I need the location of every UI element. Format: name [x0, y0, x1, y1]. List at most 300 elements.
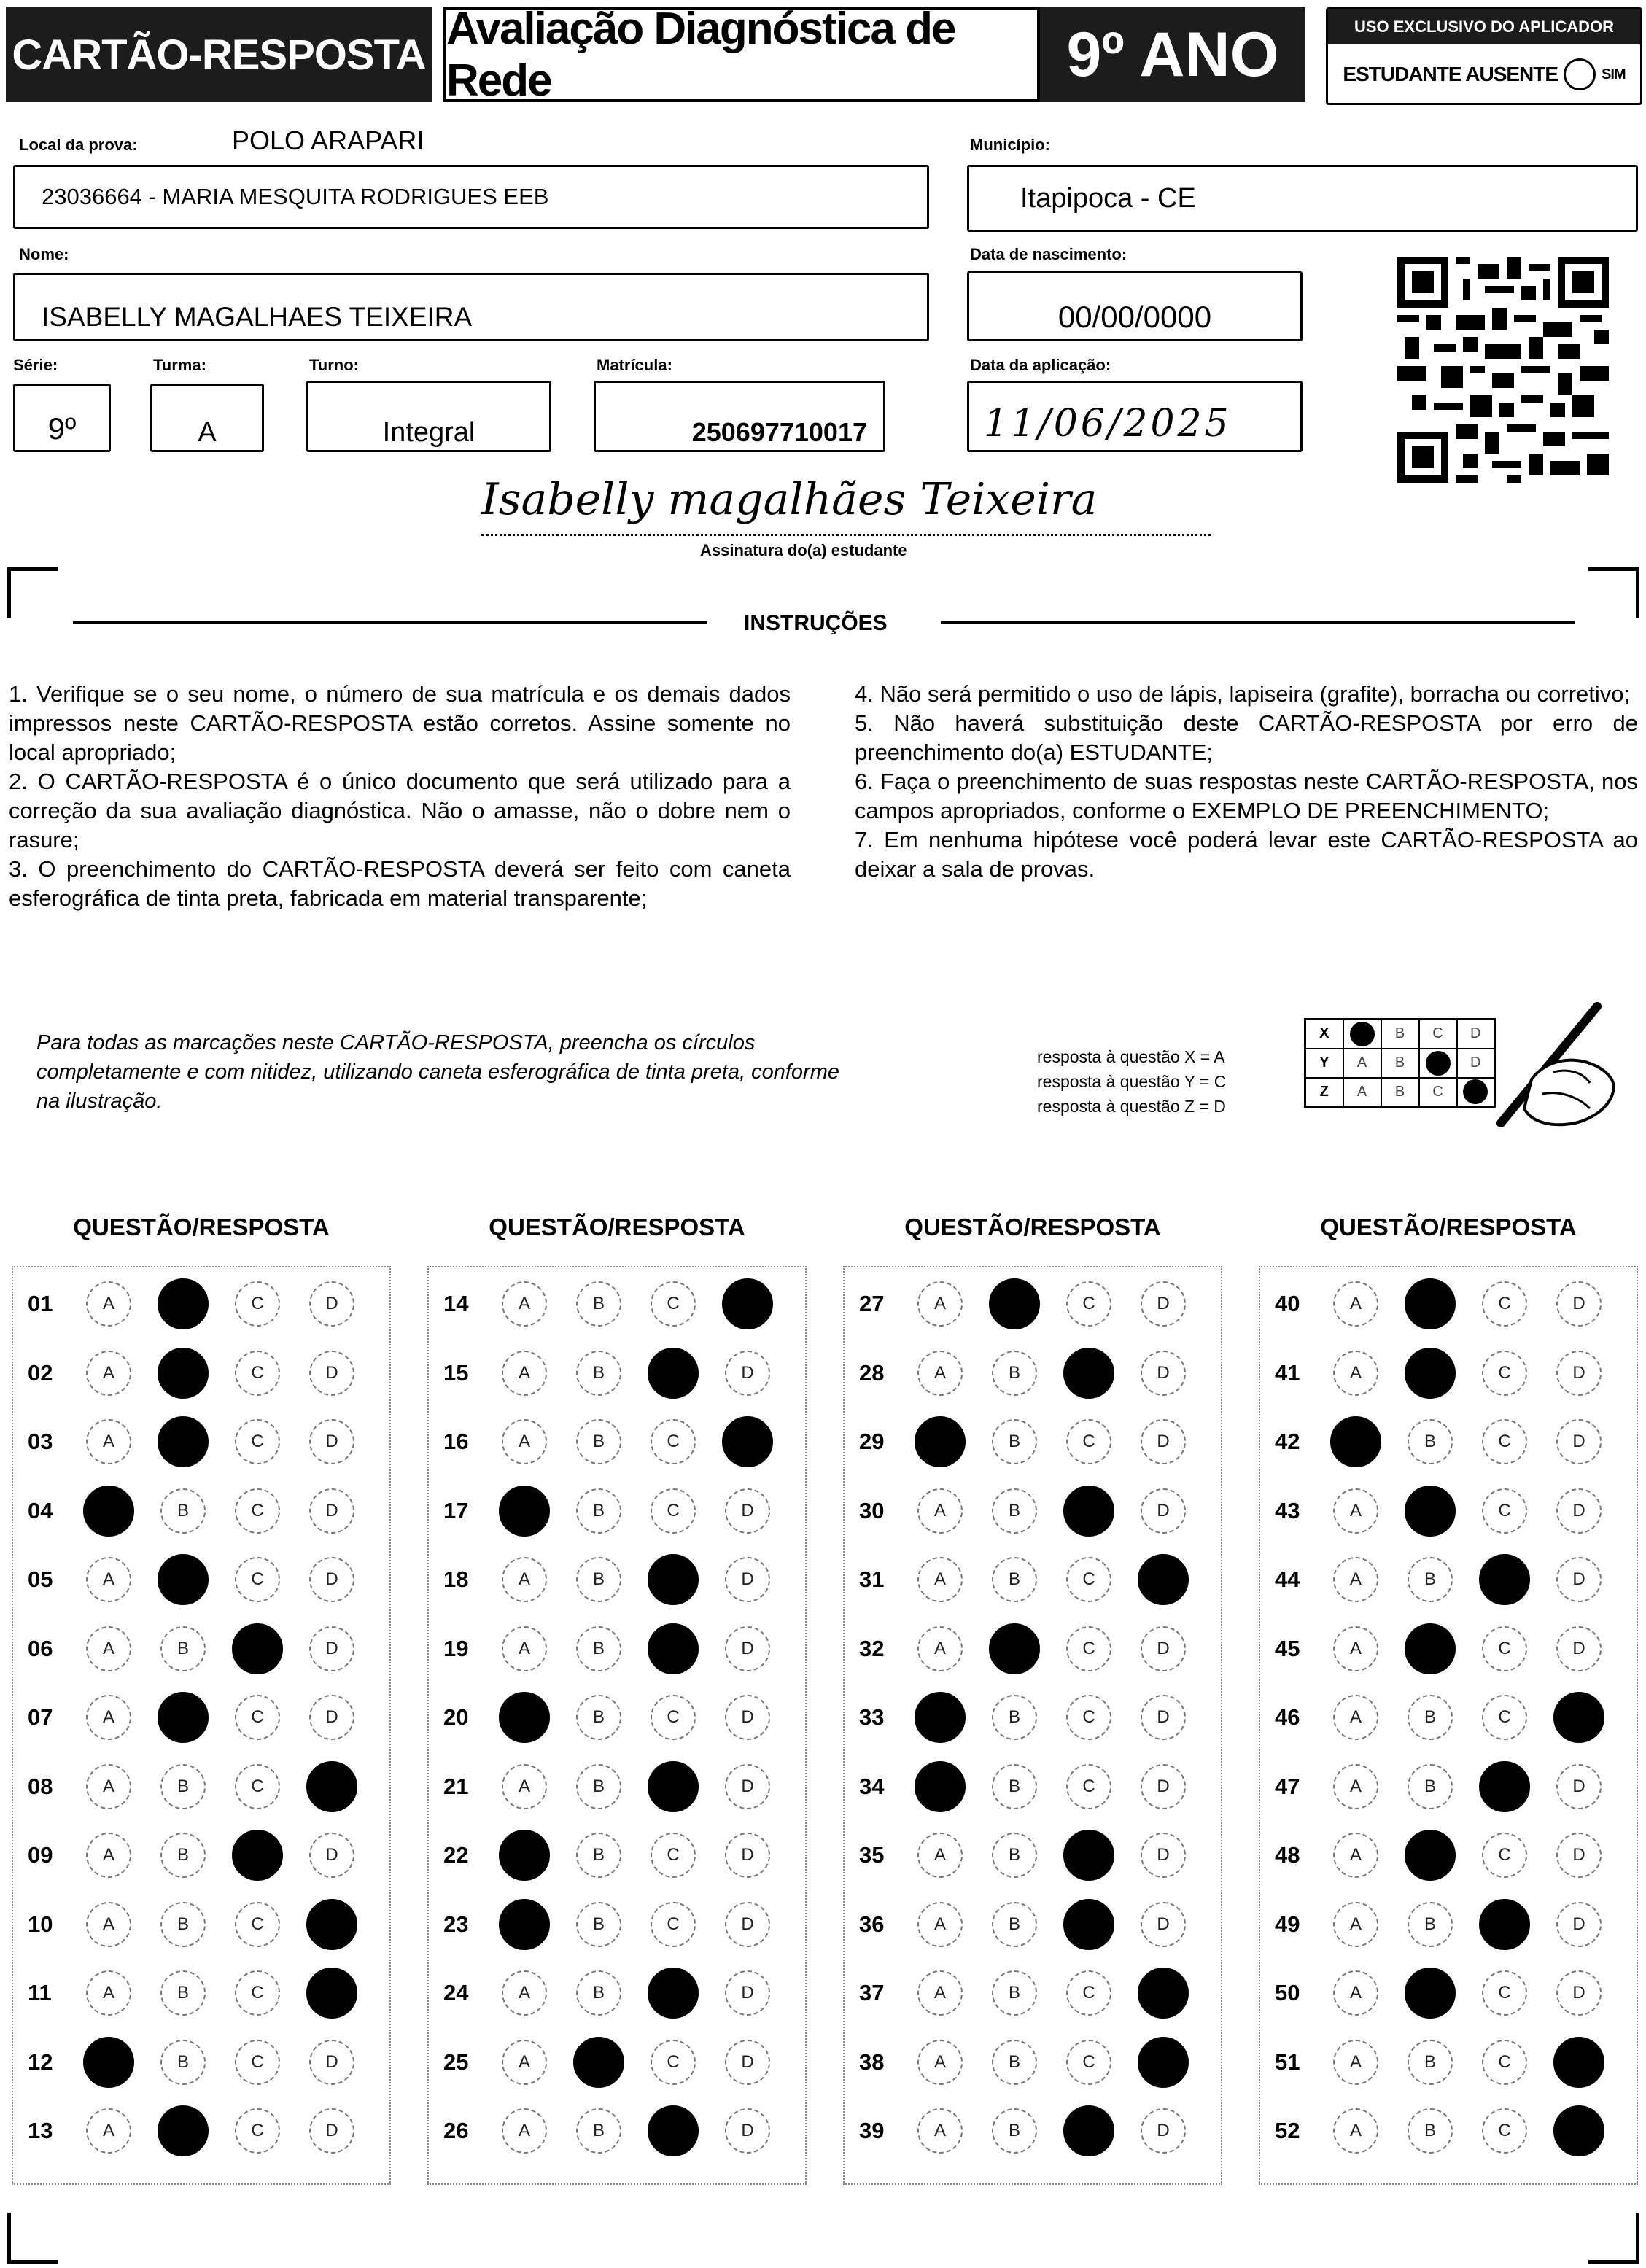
answer-bubble[interactable]: B: [576, 2108, 621, 2154]
answer-bubble[interactable]: A: [1333, 1764, 1378, 1809]
answer-bubble-filled[interactable]: [1479, 1554, 1530, 1605]
answer-row: [1260, 1558, 1631, 1601]
answer-bubble[interactable]: B: [160, 1833, 206, 1878]
question-number: 02: [28, 1359, 53, 1386]
answer-bubble[interactable]: B: [576, 1557, 621, 1602]
answer-bubble[interactable]: D: [309, 1833, 354, 1878]
example-option: D: [1457, 1020, 1495, 1049]
example-option: B: [1381, 1078, 1419, 1107]
answer-bubble[interactable]: A: [86, 1281, 131, 1327]
turma-value: A: [198, 416, 217, 448]
question-number: 42: [1275, 1429, 1300, 1454]
answer-bubble[interactable]: A: [502, 1764, 547, 1809]
answer-bubble-filled[interactable]: [1405, 1830, 1456, 1881]
answer-row: [429, 2040, 799, 2084]
nascimento-value: 00/00/0000: [1057, 300, 1212, 334]
answer-bubble[interactable]: C: [235, 1488, 280, 1534]
nome-value: ISABELLY MAGALHAES TEIXEIRA: [42, 302, 473, 332]
answer-bubble-filled[interactable]: [306, 1968, 357, 2019]
answer-bubble[interactable]: A: [86, 1764, 131, 1809]
answer-bubble-filled[interactable]: [158, 1348, 209, 1399]
answer-bubble[interactable]: C: [1482, 1626, 1527, 1671]
answer-bubble-filled[interactable]: [1063, 1830, 1114, 1881]
answer-bubble[interactable]: C: [1066, 1695, 1111, 1740]
answer-bubble[interactable]: C: [1066, 1557, 1111, 1602]
answer-bubble[interactable]: D: [309, 1419, 354, 1464]
answer-bubble[interactable]: A: [502, 1419, 547, 1464]
answer-bubble[interactable]: C: [1482, 1419, 1527, 1464]
question-number: 30: [859, 1497, 885, 1523]
answer-bubble[interactable]: A: [917, 1833, 963, 1878]
answer-bubble-filled[interactable]: [1063, 1899, 1114, 1950]
answer-row: [1260, 1420, 1631, 1464]
nome-label: Nome:: [19, 245, 69, 263]
answer-bubble[interactable]: A: [917, 2040, 963, 2085]
answer-row: [1260, 1903, 1631, 1946]
answer-bubble[interactable]: D: [1556, 1970, 1602, 2016]
answer-bubble[interactable]: A: [917, 1351, 963, 1396]
answer-bubble[interactable]: C: [235, 1351, 280, 1396]
answer-bubble-filled[interactable]: [648, 1761, 699, 1812]
answer-bubble[interactable]: A: [1333, 1902, 1378, 1947]
answer-bubble[interactable]: C: [1482, 1695, 1527, 1740]
answer-bubble[interactable]: D: [725, 1833, 770, 1878]
school-value: 23036664 - MARIA MESQUITA RODRIGUES EEB: [42, 184, 549, 209]
question-number: 18: [443, 1566, 469, 1592]
answer-bubble[interactable]: A: [86, 1626, 131, 1671]
answer-bubble[interactable]: B: [160, 1764, 206, 1809]
answer-bubble[interactable]: A: [917, 1626, 963, 1671]
answer-bubble[interactable]: D: [1141, 2108, 1186, 2154]
answer-bubble-filled[interactable]: [499, 1899, 550, 1950]
answer-bubble[interactable]: D: [1556, 1764, 1602, 1809]
answer-bubble[interactable]: B: [1408, 1902, 1453, 1947]
answer-bubble[interactable]: A: [917, 2108, 963, 2154]
answer-bubble[interactable]: C: [235, 1419, 280, 1464]
question-number: 46: [1275, 1704, 1300, 1730]
answer-bubble[interactable]: A: [1333, 1488, 1378, 1534]
question-number: 20: [443, 1704, 469, 1730]
answer-bubble-filled[interactable]: [1553, 2037, 1604, 2088]
answer-bubble[interactable]: A: [86, 1351, 131, 1396]
answer-bubble-filled[interactable]: [989, 1278, 1040, 1329]
question-number: 22: [443, 1842, 469, 1868]
nome-field: [13, 273, 929, 341]
answer-bubble[interactable]: D: [725, 1970, 770, 2016]
answer-bubble[interactable]: B: [160, 1970, 206, 2016]
example-option: D: [1457, 1049, 1495, 1078]
answer-bubble[interactable]: A: [502, 1626, 547, 1671]
answer-bubble[interactable]: B: [160, 1488, 206, 1534]
answer-bubble[interactable]: D: [309, 1626, 354, 1671]
answer-bubble-filled[interactable]: [1405, 1968, 1456, 2019]
answer-bubble[interactable]: D: [1141, 1281, 1186, 1327]
absent-label: ESTUDANTE AUSENTE: [1343, 63, 1558, 85]
answer-bubble-filled[interactable]: [1479, 1899, 1530, 1950]
answer-bubble[interactable]: D: [1141, 1764, 1186, 1809]
answer-bubble-filled[interactable]: [158, 1416, 209, 1467]
answer-bubble[interactable]: B: [576, 1764, 621, 1809]
answer-bubble[interactable]: A: [1333, 1281, 1378, 1327]
answer-bubble[interactable]: D: [725, 1488, 770, 1534]
answer-bubble[interactable]: A: [502, 2040, 547, 2085]
answer-bubble[interactable]: A: [502, 2108, 547, 2154]
answer-bubble[interactable]: B: [576, 1626, 621, 1671]
answer-bubble[interactable]: B: [576, 1902, 621, 1947]
answer-bubble[interactable]: D: [1141, 1833, 1186, 1878]
answer-row: [429, 1489, 799, 1533]
answer-bubble-filled[interactable]: [1405, 1348, 1456, 1399]
answer-bubble[interactable]: B: [576, 1281, 621, 1327]
question-number: 11: [28, 1980, 52, 2005]
example-legend-y: resposta à questão Y = C: [1037, 1072, 1227, 1091]
municipio-field: [967, 165, 1638, 232]
answer-bubble[interactable]: B: [992, 2108, 1037, 2154]
answer-bubble[interactable]: D: [1141, 1695, 1186, 1740]
answer-bubble[interactable]: B: [1408, 1695, 1453, 1740]
answer-bubble[interactable]: B: [160, 1902, 206, 1947]
answer-bubble[interactable]: A: [1333, 2108, 1378, 2154]
answer-bubble[interactable]: A: [502, 1970, 547, 2016]
answer-bubble-filled[interactable]: [915, 1761, 966, 1812]
answer-bubble-filled[interactable]: [989, 1623, 1040, 1674]
serie-value: 9º: [47, 411, 77, 446]
answer-bubble[interactable]: A: [86, 2108, 131, 2154]
answer-bubble[interactable]: C: [1482, 1488, 1527, 1534]
answer-row: [429, 1627, 799, 1671]
answer-bubble-filled[interactable]: [1553, 2105, 1604, 2156]
applicator-label: USO EXCLUSIVO DO APLICADOR: [1328, 9, 1640, 44]
answer-bubble[interactable]: C: [651, 1902, 696, 1947]
example-row: [1305, 1020, 1495, 1049]
answer-bubble[interactable]: B: [992, 1764, 1037, 1809]
example-filled-bubble: [1343, 1020, 1381, 1049]
answer-bubble[interactable]: A: [86, 1695, 131, 1740]
absent-bubble[interactable]: [1564, 58, 1596, 90]
question-number: 33: [859, 1704, 885, 1730]
answer-bubble[interactable]: A: [502, 1281, 547, 1327]
turno-label: Turno:: [309, 356, 360, 374]
answer-bubble[interactable]: D: [725, 1557, 770, 1602]
turma-field: [150, 384, 264, 452]
answer-bubble[interactable]: D: [1556, 1833, 1602, 1878]
answer-row: [429, 2109, 799, 2153]
instruction-2: 2. O CARTÃO-RESPOSTA é o único documento que será utilizado para a correção da sua avaliação diagnóstica. Não o amasse, não o dobre nem o rasure;: [9, 769, 791, 853]
answer-row: [845, 2040, 1215, 2084]
answer-bubble[interactable]: A: [917, 1488, 963, 1534]
answer-bubble-filled[interactable]: [158, 2105, 209, 2156]
answer-bubble-filled[interactable]: [158, 1692, 209, 1743]
example-legend: [1037, 1044, 1226, 1119]
example-text: Para todas as marcações neste CARTÃO-RESPOSTA, preencha os círculos completamente e com nitidez, utilizando caneta esferográfica de tinta preta, conforme na ilustração.: [36, 1031, 839, 1113]
answer-bubble-filled[interactable]: [499, 1486, 550, 1537]
answer-bubble[interactable]: B: [576, 1970, 621, 2016]
answer-bubble[interactable]: D: [1556, 1902, 1602, 1947]
answer-bubble-filled[interactable]: [648, 1348, 699, 1399]
answer-bubble[interactable]: A: [1333, 1833, 1378, 1878]
answer-bubble[interactable]: C: [1482, 2108, 1527, 2154]
answer-bubble-filled[interactable]: [915, 1692, 966, 1743]
answer-bubble[interactable]: B: [1408, 1419, 1453, 1464]
answer-bubble[interactable]: B: [992, 1833, 1037, 1878]
answer-row: [13, 2109, 384, 2153]
answer-bubble[interactable]: C: [1482, 1833, 1527, 1878]
local-value: POLO ARAPARI: [232, 125, 424, 155]
answer-bubble[interactable]: C: [651, 2040, 696, 2085]
answer-row: [845, 1903, 1215, 1946]
answer-bubble-filled[interactable]: [573, 2037, 624, 2088]
answer-row: [13, 1351, 384, 1395]
answer-bubble[interactable]: C: [651, 1281, 696, 1327]
example-question: Y: [1305, 1049, 1343, 1078]
question-number: 07: [28, 1704, 53, 1730]
answer-bubble[interactable]: B: [1408, 1764, 1453, 1809]
example-legend-x: resposta à questão X = A: [1037, 1047, 1225, 1066]
answer-bubble[interactable]: D: [725, 1902, 770, 1947]
instruction-1: 1. Verifique se o seu nome, o número de sua matrícula e os demais dados impressos neste CARTÃO-RESPOSTA estão corretos. Assine somente no local apropriado;: [9, 681, 791, 765]
answer-bubble[interactable]: A: [502, 1557, 547, 1602]
answers-heading: QUESTÃO/RESPOSTA: [904, 1213, 1161, 1240]
answer-bubble-filled[interactable]: [722, 1416, 773, 1467]
answer-bubble[interactable]: C: [1482, 2040, 1527, 2085]
answer-bubble[interactable]: B: [992, 1351, 1037, 1396]
question-number: 39: [859, 2118, 885, 2143]
question-number: 15: [443, 1359, 469, 1386]
question-number: 28: [859, 1359, 885, 1386]
answer-bubble[interactable]: C: [1482, 1281, 1527, 1327]
answer-bubble[interactable]: A: [917, 1281, 963, 1327]
answer-bubble-filled[interactable]: [83, 2037, 134, 2088]
answer-bubble[interactable]: D: [725, 2108, 770, 2154]
answer-bubble[interactable]: A: [917, 1557, 963, 1602]
answer-bubble[interactable]: A: [86, 1833, 131, 1878]
answer-bubble[interactable]: A: [1333, 1557, 1378, 1602]
answer-bubble[interactable]: B: [992, 1695, 1037, 1740]
answer-bubble-filled[interactable]: [306, 1761, 357, 1812]
answer-bubble[interactable]: D: [309, 2108, 354, 2154]
answer-bubble-filled[interactable]: [1405, 1623, 1456, 1674]
answer-bubble[interactable]: D: [1556, 1351, 1602, 1396]
answer-bubble[interactable]: D: [309, 1488, 354, 1534]
answer-bubble[interactable]: B: [160, 1626, 206, 1671]
answer-bubble[interactable]: B: [992, 1419, 1037, 1464]
question-number: 47: [1275, 1773, 1300, 1799]
question-number: 24: [443, 1980, 469, 2005]
answer-bubble-filled[interactable]: [1063, 1486, 1114, 1537]
answer-bubble[interactable]: B: [992, 1970, 1037, 2016]
instructions-title: INSTRUÇÕES: [744, 611, 888, 635]
answer-bubble[interactable]: B: [992, 2040, 1037, 2085]
answer-bubble[interactable]: D: [309, 1351, 354, 1396]
answer-row: [1260, 1765, 1631, 1809]
answer-bubble-filled[interactable]: [1138, 1968, 1189, 2019]
answer-bubble[interactable]: B: [1408, 2040, 1453, 2085]
answer-bubble[interactable]: D: [725, 1351, 770, 1396]
answer-bubble[interactable]: C: [235, 1281, 280, 1327]
answer-bubble-filled[interactable]: [158, 1278, 209, 1329]
frame-corner-tl: [7, 567, 58, 618]
answers-heading: QUESTÃO/RESPOSTA: [1320, 1213, 1577, 1240]
answer-bubble[interactable]: D: [309, 2040, 354, 2085]
answer-bubble[interactable]: B: [992, 1488, 1037, 1534]
answer-bubble[interactable]: C: [651, 1419, 696, 1464]
answer-bubble[interactable]: D: [1556, 1488, 1602, 1534]
answer-bubble[interactable]: D: [309, 1557, 354, 1602]
answer-row: [1260, 1489, 1631, 1533]
answer-bubble[interactable]: D: [725, 1764, 770, 1809]
answer-bubble[interactable]: B: [576, 1351, 621, 1396]
answer-bubble[interactable]: B: [992, 1557, 1037, 1602]
school-field: [13, 165, 929, 229]
example-row: [1305, 1049, 1495, 1078]
answer-bubble[interactable]: C: [651, 1488, 696, 1534]
divider-left: [73, 621, 707, 624]
answer-bubble-filled[interactable]: [499, 1830, 550, 1881]
answer-bubble[interactable]: A: [86, 1419, 131, 1464]
question-number: 14: [443, 1291, 469, 1316]
answer-bubble-filled[interactable]: [1138, 2037, 1189, 2088]
answer-bubble[interactable]: C: [235, 1557, 280, 1602]
question-number: 52: [1275, 2118, 1300, 2143]
answer-row: [429, 1765, 799, 1809]
answer-bubble[interactable]: B: [576, 1419, 621, 1464]
answer-bubble[interactable]: C: [1066, 1281, 1111, 1327]
answer-row: [845, 1489, 1215, 1533]
answer-bubble[interactable]: C: [235, 1970, 280, 2016]
answer-bubble[interactable]: C: [1066, 2040, 1111, 2085]
question-number: 27: [859, 1291, 885, 1316]
answer-bubble[interactable]: D: [309, 1281, 354, 1327]
answer-bubble-filled[interactable]: [648, 1554, 699, 1605]
answer-bubble-filled[interactable]: [915, 1416, 966, 1467]
answer-row: [13, 1282, 384, 1326]
answer-bubble[interactable]: C: [1066, 1764, 1111, 1809]
turno-value: Integral: [382, 416, 475, 448]
answer-bubble[interactable]: D: [1556, 1557, 1602, 1602]
answer-bubble[interactable]: D: [1556, 1281, 1602, 1327]
answer-bubble[interactable]: C: [1066, 1970, 1111, 2016]
answer-bubble[interactable]: C: [1482, 1351, 1527, 1396]
answer-row: [429, 1282, 799, 1326]
answer-bubble[interactable]: A: [917, 1970, 963, 2016]
answer-bubble[interactable]: A: [1333, 1970, 1378, 2016]
example-option: C: [1419, 1078, 1457, 1107]
answer-bubble[interactable]: C: [235, 2040, 280, 2085]
question-number: 44: [1275, 1566, 1300, 1592]
answer-bubble[interactable]: A: [1333, 2040, 1378, 2085]
answer-bubble-filled[interactable]: [1330, 1416, 1381, 1467]
instruction-4: 4. Não será permitido o uso de lápis, lapiseira (grafite), borracha ou corretivo;: [855, 681, 1631, 707]
answer-bubble[interactable]: A: [1333, 1351, 1378, 1396]
answer-bubble[interactable]: D: [1141, 1488, 1186, 1534]
answer-bubble[interactable]: C: [235, 2108, 280, 2154]
answer-bubble[interactable]: C: [1066, 1419, 1111, 1464]
answer-row: [845, 1696, 1215, 1739]
answer-row: [13, 1696, 384, 1739]
answer-bubble[interactable]: A: [502, 1351, 547, 1396]
answer-bubble[interactable]: D: [1556, 1626, 1602, 1671]
answer-bubble-filled[interactable]: [158, 1554, 209, 1605]
signature-line: [481, 534, 1211, 536]
answer-bubble[interactable]: C: [651, 1695, 696, 1740]
answer-bubble[interactable]: D: [725, 1695, 770, 1740]
answer-bubble[interactable]: D: [1556, 1419, 1602, 1464]
answer-bubble[interactable]: D: [1141, 1351, 1186, 1396]
answer-bubble[interactable]: D: [725, 1626, 770, 1671]
answer-bubble-filled[interactable]: [1405, 1486, 1456, 1537]
answer-bubble-filled[interactable]: [232, 1623, 283, 1674]
question-number: 12: [28, 2048, 53, 2075]
answer-bubble-filled[interactable]: [1405, 1278, 1456, 1329]
serie-field: [13, 384, 111, 452]
answer-row: [845, 1627, 1215, 1671]
question-number: 34: [859, 1773, 885, 1799]
answer-bubble[interactable]: C: [235, 1695, 280, 1740]
answer-bubble[interactable]: A: [86, 1970, 131, 2016]
answer-bubble[interactable]: D: [309, 1695, 354, 1740]
answer-bubble[interactable]: A: [86, 1902, 131, 1947]
answer-bubble-filled[interactable]: [232, 1830, 283, 1881]
answer-bubble-filled[interactable]: [306, 1899, 357, 1950]
answer-bubble[interactable]: C: [1066, 1626, 1111, 1671]
answer-bubble-filled[interactable]: [1553, 1692, 1604, 1743]
answer-bubble[interactable]: C: [651, 1833, 696, 1878]
answer-bubble[interactable]: B: [576, 1833, 621, 1878]
answer-bubble[interactable]: B: [576, 1488, 621, 1534]
answer-row: [845, 1420, 1215, 1464]
answer-bubble[interactable]: D: [1141, 1902, 1186, 1947]
answer-bubble[interactable]: C: [235, 1764, 280, 1809]
answer-bubble[interactable]: D: [1141, 1419, 1186, 1464]
answer-bubble-filled[interactable]: [722, 1278, 773, 1329]
answer-bubble[interactable]: C: [235, 1902, 280, 1947]
answer-bubble-filled[interactable]: [499, 1692, 550, 1743]
answer-bubble-filled[interactable]: [1479, 1761, 1530, 1812]
answer-bubble[interactable]: C: [1482, 1970, 1527, 2016]
exam-title: Avaliação Diagnóstica de Rede: [443, 7, 1040, 102]
question-number: 37: [859, 1980, 885, 2005]
answer-bubble[interactable]: B: [1408, 2108, 1453, 2154]
answer-bubble[interactable]: D: [725, 2040, 770, 2085]
answer-bubble-filled[interactable]: [648, 1623, 699, 1674]
answer-bubble[interactable]: A: [917, 1902, 963, 1947]
answer-bubble[interactable]: A: [86, 1557, 131, 1602]
question-number: 16: [443, 1429, 469, 1454]
answer-bubble[interactable]: B: [160, 2040, 206, 2085]
example-question: Z: [1305, 1078, 1343, 1107]
answer-row: [429, 1558, 799, 1601]
answer-bubble[interactable]: D: [1141, 1626, 1186, 1671]
instruction-5: 5. Não haverá substituição deste CARTÃO-RESPOSTA por erro de preenchimento do(a) ESTUDANTE;: [855, 710, 1638, 765]
answer-bubble-filled[interactable]: [1138, 1554, 1189, 1605]
answer-bubble[interactable]: B: [1408, 1557, 1453, 1602]
turno-field: [306, 381, 551, 452]
question-number: 13: [28, 2118, 53, 2143]
answer-bubble-filled[interactable]: [648, 2105, 699, 2156]
answer-bubble[interactable]: A: [1333, 1626, 1378, 1671]
matricula-value: 250697710017: [691, 417, 867, 447]
answer-bubble-filled[interactable]: [1063, 1348, 1114, 1399]
answer-row: [845, 1282, 1215, 1326]
answer-bubble-filled[interactable]: [648, 1968, 699, 2019]
answer-bubble[interactable]: A: [1333, 1695, 1378, 1740]
example-option: C: [1419, 1020, 1457, 1049]
answer-bubble-filled[interactable]: [1063, 2105, 1114, 2156]
answer-bubble[interactable]: B: [576, 1695, 621, 1740]
answer-row: [429, 1696, 799, 1739]
answer-bubble[interactable]: B: [992, 1902, 1037, 1947]
answer-bubble-filled[interactable]: [83, 1486, 134, 1537]
